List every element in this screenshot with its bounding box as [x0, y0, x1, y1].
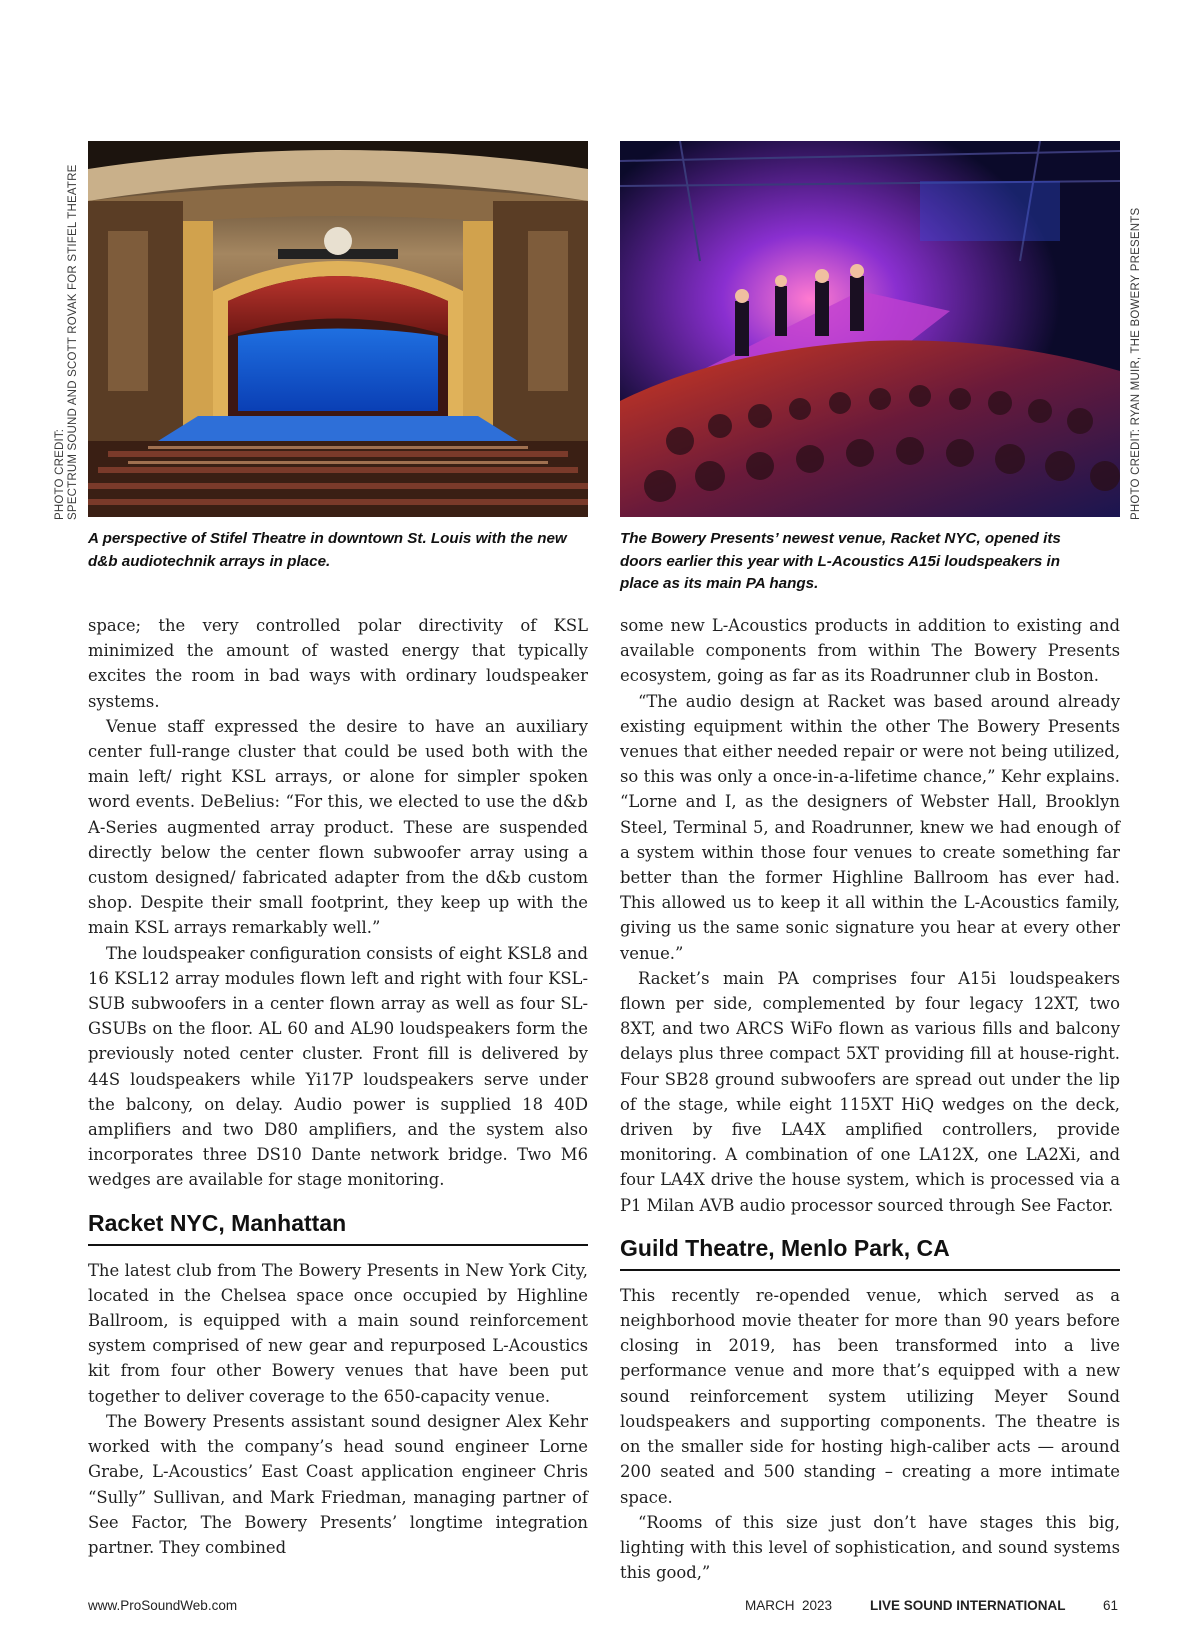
footer-page-number: 61 [1103, 1598, 1119, 1613]
right-photo-caption: The Bowery Presents’ newest venue, Racket NYC, opened its doors earlier this year with L-Acoustics A15i loudspeakers in place as its main PA hangs. [620, 530, 1061, 592]
section-heading-racket-nyc: Racket NYC, Manhattan [88, 1209, 588, 1246]
left-para-5: The Bowery Presents assistant sound designer Alex Kehr worked with the company’s head sound engineer Lorne Grabe, L-Acoustics’ East Coast application engineer Chris “Sully” Sullivan, and Mark Friedman, managing partner of See Factor, The Bowery Presents’ longtime integration partner. They combined [88, 1411, 588, 1557]
right-para-1: some new L-Acoustics products in addition to existing and available components from within The Bowery Presents ecosystem, going as far as its Roadrunner club in Boston. [620, 616, 1120, 686]
footer-website-link[interactable]: www.ProSoundWeb.com [88, 1598, 238, 1613]
right-para-2: “The audio design at Racket was based around already existing equipment within the other The Bowery Presents venues that either needed repair or were not being utilized, so this was only a once-in-a-lifetime chance,” Kehr explains. “Lorne and I, as the designers of Webster Hall, Brooklyn Steel, Terminal 5, and Roadrunner, knew we had enough of a system within those four venues to create something far better than the former Highline Ballroom has ever had. This allowed us to keep it all within the L-Acoustics family, giving us the same sonic signature you hear at every other venue.” [620, 691, 1120, 963]
right-para-5: “Rooms of this size just don’t have stages this big, lighting with this level of sophistication, and sound systems this good,” [620, 1512, 1120, 1583]
left-photo-credit-line2: SPECTRUM SOUND AND SCOTT ROVAK FOR STIFEL THEATRE [67, 164, 79, 520]
footer-publication-name [870, 1598, 1066, 1613]
stifel-theatre-photo [88, 141, 588, 517]
left-column [88, 613, 588, 1560]
left-para-2: Venue staff expressed the desire to have an auxiliary center full-range cluster that could be used both with the main left/ right KSL arrays, or alone for simpler spoken word events. DeBelius: “For this, we elected to use the d&b A-Series augmented array product. These are suspended directly below the center flown subwoofer array using a custom designed/ fabricated adapter from the d&b custom shop. Despite their small footprint, they keep up with the main KSL arrays remarkably well.” [88, 716, 588, 938]
footer-issue-date: MARCH 2023 [745, 1598, 833, 1613]
left-para-4: The latest club from The Bowery Presents in New York City, located in the Chelsea space once occupied by Highline Ballroom, is equipped with a main sound reinforcement system comprised of new gear and repurposed L-Acoustics kit from four other Bowery venues that have been put together to deliver coverage to the 650-capacity venue. [88, 1260, 588, 1406]
left-para-1: space; the very controlled polar directivity of KSL minimized the amount of wasted energy that typically excites the room in bad ways with ordinary loudspeaker systems. [88, 616, 588, 711]
right-para-3: Racket’s main PA comprises four A15i loudspeakers flown per side, complemented by four legacy 12XT, two 8XT, and two ARCS WiFo flown as various fills and balcony delays plus three compact 5XT providing fill at house-right. Four SB28 ground subwoofers are spread out under the lip of the stage, while eight 115XT HiQ wedges on the deck, driven by five LA4X amplified controllers, provide monitoring. A combination of one LA12X, one LA2Xi, and four LA4X drive the house system, which is processed via a P1 Milan AVB audio processor sourced through See Factor. [620, 968, 1120, 1215]
right-column [620, 613, 1120, 1585]
right-para-4: This recently re-opended venue, which served as a neighborhood movie theater for more than 90 years before closing in 2019, has been transformed into a live performance venue and more that’s equipped with a new sound reinforcement system utilizing Meyer Sound loudspeakers and supporting components. The theatre is on the smaller side for hosting high-caliber acts — around 200 seated and 500 standing – creating a more intimate space. [620, 1285, 1120, 1507]
left-photo-credit-line1: PHOTO CREDIT: [54, 428, 66, 520]
left-photo-caption: A perspective of Stifel Theatre in downtown St. Louis with the new d&b audiotechnik arrays in place. [88, 530, 567, 570]
left-photo-credit [54, 165, 80, 520]
racket-nyc-photo [620, 141, 1120, 517]
left-para-3: The loudspeaker configuration consists of eight KSL8 and 16 KSL12 array modules flown left and right with four KSL-SUB subwoofers in a center flown array as well as four SL-GSUBs on the floor. AL 60 and AL90 loudspeakers form the previously noted center cluster. Front fill is delivered by 44S loudspeakers while Yi17P loudspeakers serve under the balcony, on delay. Audio power is supplied 18 40D amplifiers and two D80 amplifiers, and the system also incorporates three DS10 Dante network bridge. Two M6 wedges are available for stage monitoring. [88, 943, 588, 1190]
section-heading-guild-theatre: Guild Theatre, Menlo Park, CA [620, 1234, 1120, 1271]
footer-publication-text: LIVE SOUND INTERNATIONAL [870, 1598, 1066, 1613]
right-photo-credit: PHOTO CREDIT: RYAN MUIR, THE BOWERY PRESENTS [1130, 207, 1142, 520]
